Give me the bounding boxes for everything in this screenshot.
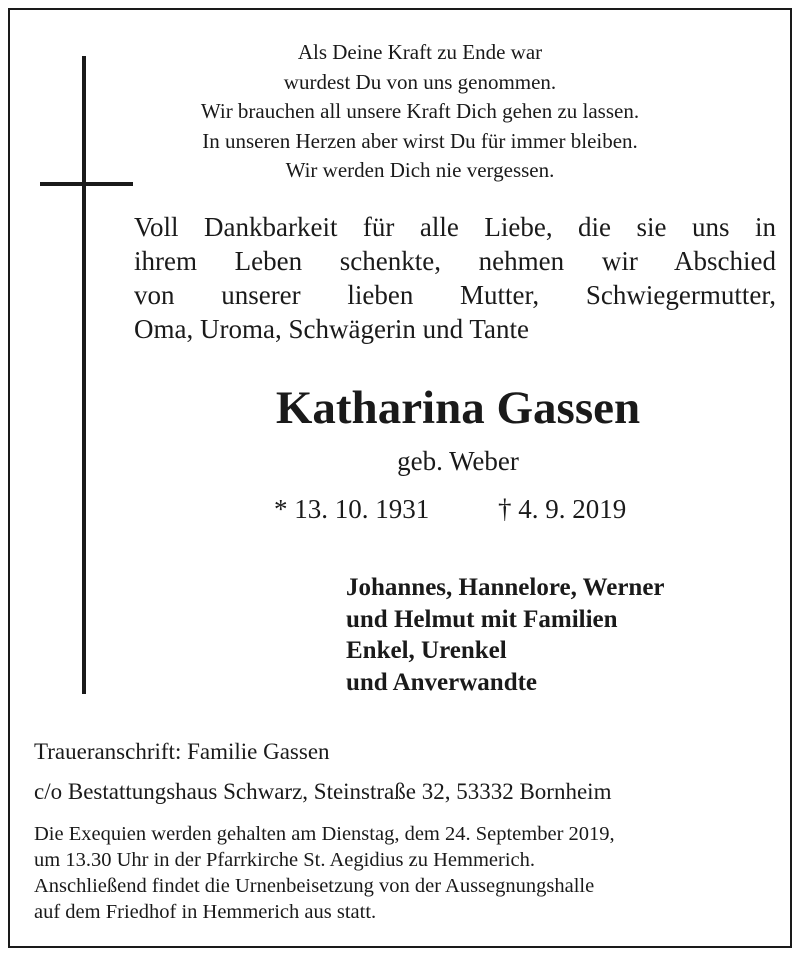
mourners-line: und Anverwandte [346, 668, 538, 696]
poem-line: Als Deine Kraft zu Ende war [297, 40, 543, 64]
cross-icon [82, 56, 86, 694]
service-line: Die Exequien werden gehalten am Dienstag, dem 24. September 2019, [34, 823, 615, 845]
obituary-frame [8, 8, 792, 948]
service-line: um 13.30 Uhr in der Pfarrkirche St. Aegidius zu Hemmerich. [34, 849, 535, 871]
intro-line: ihrem Leben schenkte, nehmen wir Abschied [134, 246, 776, 276]
mourners-line: Johannes, Hannelore, Werner [346, 574, 665, 601]
poem-line: In unseren Herzen aber wirst Du für immer bleiben. [202, 128, 638, 153]
service-line: Anschließend findet die Urnenbeisetzung von der Aussegnungshalle [34, 875, 595, 897]
poem-line: Wir brauchen all unsere Kraft Dich gehen zu lassen. [200, 99, 640, 123]
service-line: auf dem Friedhof in Hemmerich aus statt. [34, 901, 377, 923]
mourners-line: und Helmut mit Familien [346, 605, 618, 633]
poem-line: Wir werden Dich nie vergessen. [285, 158, 555, 182]
birth-date: * 13. 10. 1931 [274, 494, 430, 524]
intro-line: Voll Dankbarkeit für alle Liebe, die sie uns in [134, 212, 776, 242]
cross-icon-crossbar [40, 182, 133, 186]
mourners-line: Enkel, Urenkel [346, 637, 507, 664]
address-line: c/o Bestattungshaus Schwarz, Steinstraße 32, 53332 Bornheim [34, 779, 612, 804]
poem [140, 38, 700, 186]
intro-line: Oma, Uroma, Schwägerin und Tante [134, 314, 530, 344]
birth-name: geb. Weber [397, 446, 519, 476]
death-date: † 4. 9. 2019 [498, 494, 627, 524]
mourning-address [34, 732, 611, 812]
poem-line: wurdest Du von uns genommen. [283, 69, 557, 94]
mourners [346, 572, 665, 698]
intro-text [134, 210, 776, 346]
life-dates [274, 492, 626, 526]
address-line: Traueranschrift: Familie Gassen [34, 739, 330, 764]
intro-line: von unserer lieben Mutter, Schwiegermutter, [134, 280, 776, 310]
deceased-name: Katharina Gassen [275, 382, 641, 434]
service-details [34, 821, 776, 925]
